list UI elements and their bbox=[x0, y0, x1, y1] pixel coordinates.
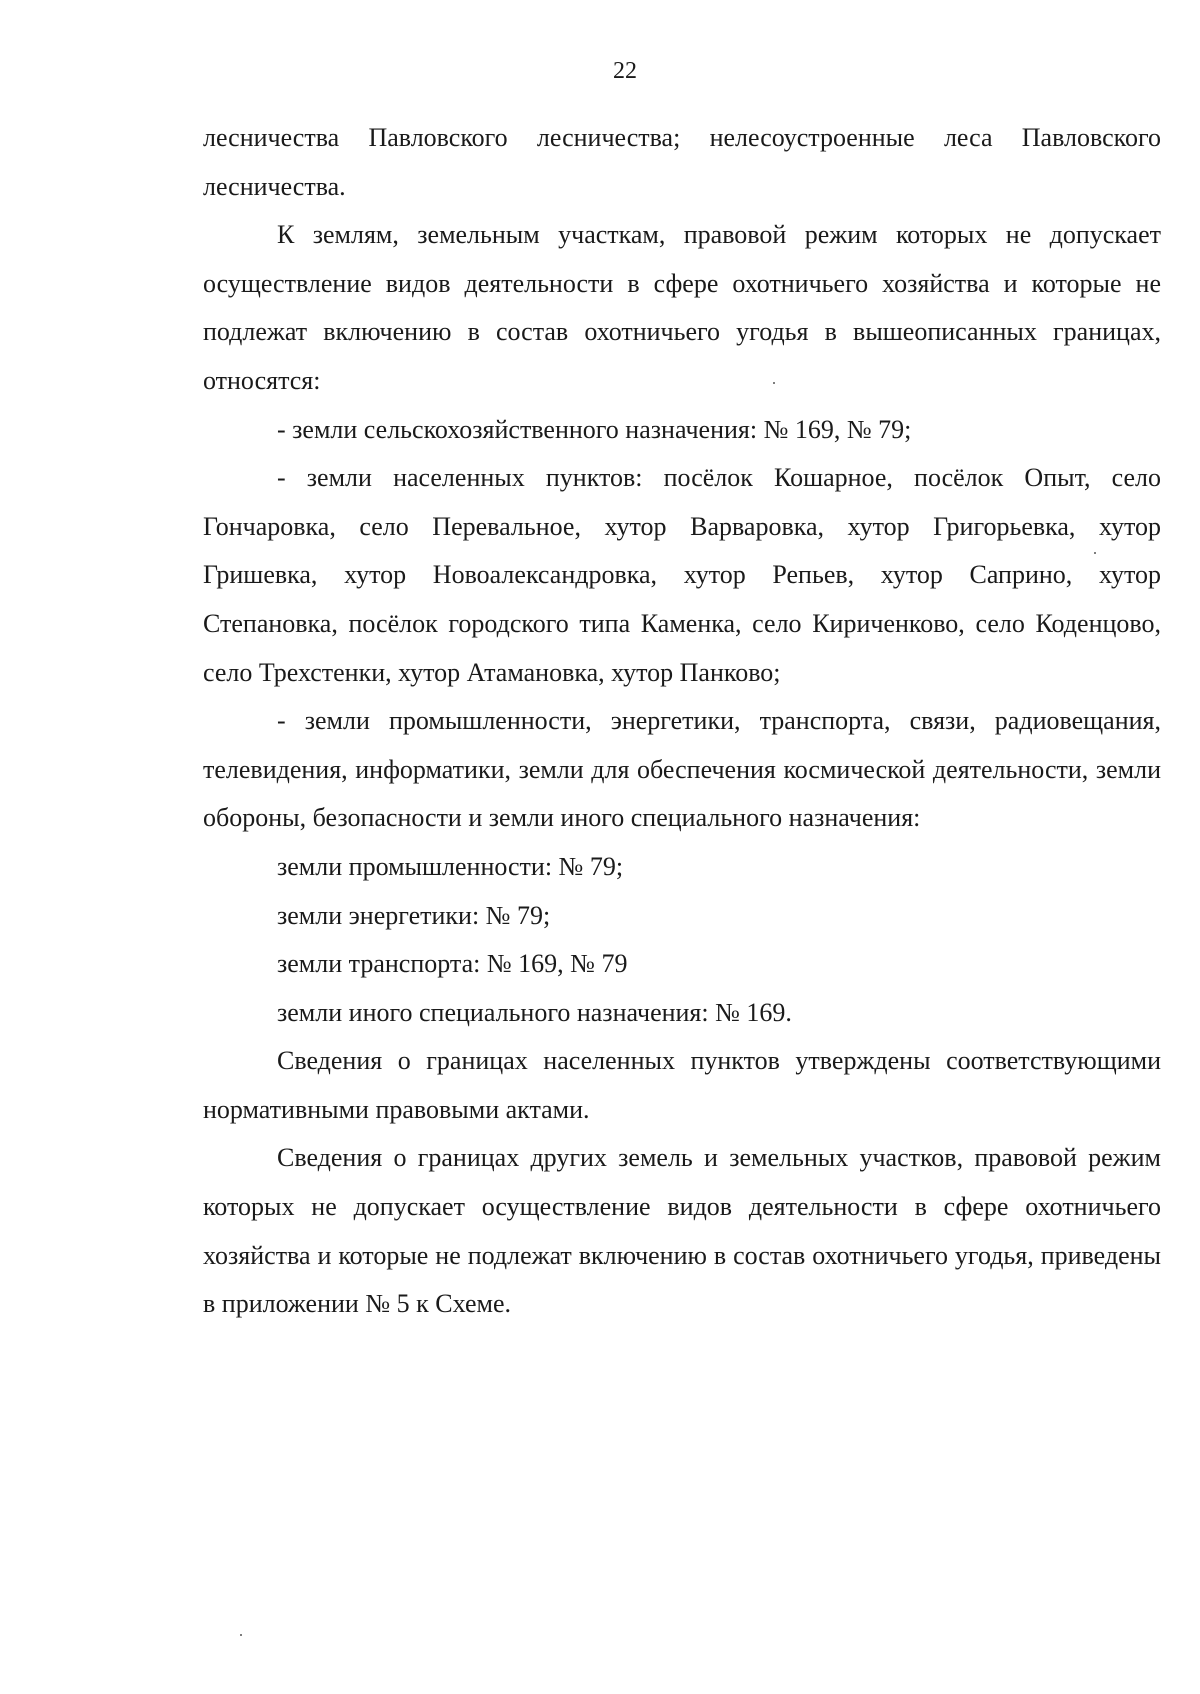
scan-speck bbox=[1094, 552, 1096, 554]
paragraph-settlement-boundaries: Сведения о границах населенных пунктов утверждены соответствующими нормативными правовыми актами. bbox=[203, 1046, 1161, 1124]
document-body bbox=[203, 114, 1161, 1329]
scan-speck bbox=[240, 1634, 242, 1636]
scan-speck bbox=[773, 382, 775, 384]
sub-item-industry-lands: земли промышленности: № 79; bbox=[277, 851, 624, 881]
list-item-settlement-lands: - земли населенных пунктов: посёлок Кошарное, посёлок Опыт, село Гончаровка, село Перевальное, хутор Варваровка, хутор Григорьевка, хутор Гришевка, хутор Новоалександровка, хутор Репьев, хутор Саприно, хутор Степановка, посёлок городского типа Каменка, село Кириченково, село Коденцово, село Трехстенки, хутор Атамановка, хутор Панково; bbox=[203, 463, 1161, 687]
sub-item-energy-lands: земли энергетики: № 79; bbox=[277, 900, 551, 930]
sub-item-transport-lands: земли транспорта: № 169, № 79 bbox=[277, 949, 628, 979]
paragraph-forestry-continuation: лесничества Павловского лесничества; нелесоустроенные леса Павловского лесничества. bbox=[203, 123, 1161, 201]
list-item-special-purpose-lands: - земли промышленности, энергетики, транспорта, связи, радиовещания, телевидения, информатики, земли для обеспечения космической деятельности, земли обороны, безопасности и земли иного специального назначения: bbox=[203, 706, 1161, 833]
paragraph-excluded-lands-intro: К землям, земельным участкам, правовой режим которых не допускает осуществление видов деятельности в сфере охотничьего хозяйства и которые не подлежат включению в состав охотничьего угодья в вышеописанных границах, относятся: bbox=[203, 220, 1161, 395]
sub-item-other-special-lands: земли иного специального назначения: № 169. bbox=[277, 997, 792, 1027]
list-item-agricultural-lands: - земли сельскохозяйственного назначения: № 169, № 79; bbox=[277, 414, 912, 444]
paragraph-other-boundaries: Сведения о границах других земель и земельных участков, правовой режим которых не допускает осуществление видов деятельности в сфере охотничьего хозяйства и которые не подлежат включению в состав охотничьего угодья, приведены в приложении № 5 к Схеме. bbox=[203, 1143, 1161, 1319]
page-number: 22 bbox=[613, 58, 637, 84]
